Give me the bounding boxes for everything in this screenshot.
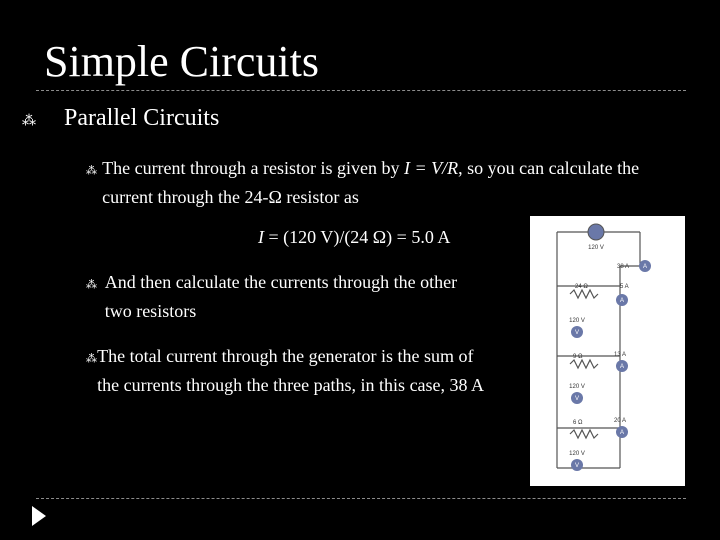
branch-2-voltage: 120 V	[569, 384, 585, 390]
resistor-3-label: 6 Ω	[573, 420, 583, 426]
ohms-law: I = V/R	[404, 158, 459, 178]
slide-title: Simple Circuits	[44, 37, 319, 86]
play-triangle-icon[interactable]	[32, 506, 46, 526]
parallel-circuit-diagram	[530, 216, 685, 486]
branch-2-current: 13 A	[614, 352, 627, 358]
bullet-other-resistors	[86, 268, 486, 326]
bullet-text: The total current through the generator is the sum of the currents through the three paths, in this case, 38 A	[97, 346, 485, 395]
bullet-icon: ⁂	[86, 279, 97, 291]
bullet-total-current	[86, 342, 486, 400]
bullet-text: And then calculate the currents through the other two resistors	[104, 272, 458, 321]
bullet-icon: ⁂	[86, 353, 97, 365]
resistor-2-label: 9 Ω	[573, 354, 583, 360]
total-current-label: 38 A	[616, 264, 629, 270]
bullet-icon: ⁂	[86, 165, 97, 177]
voltmeter-letter: V	[574, 463, 580, 469]
voltmeter-letter: V	[574, 396, 580, 402]
bullet-heading: Parallel Circuits	[64, 105, 220, 131]
resistor-1-label: 24 Ω	[575, 284, 588, 290]
footer-divider	[36, 498, 686, 499]
branch-1-voltage: 120 V	[569, 318, 585, 324]
ammeter-letter: A	[619, 364, 625, 370]
ammeter-letter: A	[619, 298, 625, 304]
bullet-icon: ⁂	[22, 114, 36, 129]
ammeter-letter: A	[642, 264, 648, 270]
branch-3-voltage: 120 V	[569, 451, 585, 457]
bullet-parallel-circuits	[22, 104, 219, 136]
ammeter-letter: A	[619, 430, 625, 436]
bullet-text: The current through a resistor is given by I = V/R, so you can calculate the current through the 24-Ω resistor as	[102, 158, 640, 207]
source-voltage-label: 120 V	[588, 245, 604, 251]
title-divider	[36, 90, 686, 91]
bullet-current-formula	[86, 154, 686, 212]
voltmeter-letter: V	[574, 330, 580, 336]
circuit-svg	[530, 216, 685, 486]
current-formula: I = (120 V)/(24 Ω) = 5.0 A	[258, 227, 451, 247]
generator-icon	[588, 224, 604, 240]
branch-3-current: 20 A	[614, 418, 627, 424]
branch-1-current: 5 A	[620, 284, 629, 290]
